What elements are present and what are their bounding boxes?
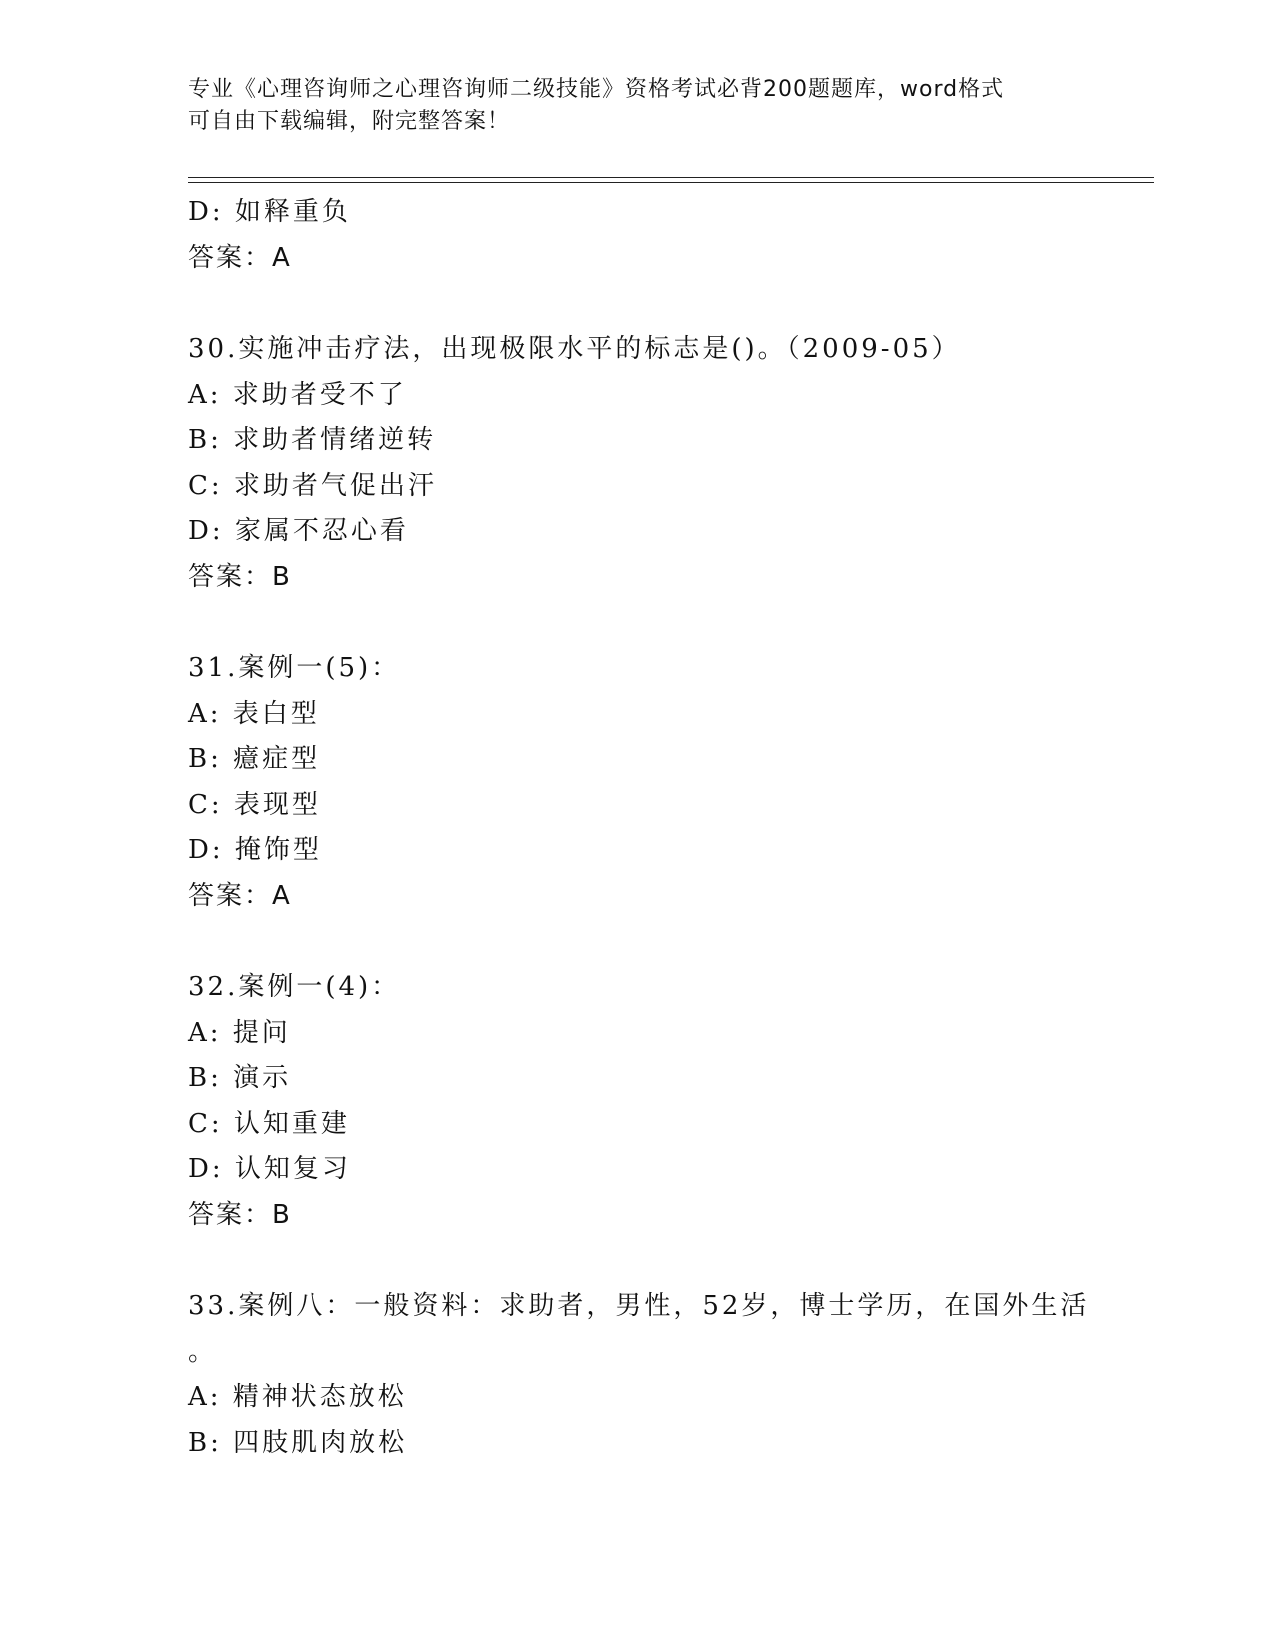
option-b: B: 四肢肌肉放松: [188, 1427, 408, 1458]
option-a: A: 求助者受不了: [188, 379, 407, 410]
answer: 答案：A: [188, 880, 292, 911]
option-c: C: 表现型: [188, 789, 321, 820]
option-a: A: 表白型: [188, 698, 320, 729]
question-title: 32.案例一(4)：: [188, 972, 401, 1002]
question-title: 30.实施冲击疗法，出现极限水平的标志是()。（2009-05）: [188, 334, 961, 364]
option-c: C: 求助者气促出汗: [188, 470, 437, 501]
option-a: A: 提问: [188, 1017, 291, 1048]
option-a: A: 精神状态放松: [188, 1382, 407, 1412]
header-divider-bottom: [188, 182, 1154, 183]
answer: 答案：B: [188, 1199, 292, 1230]
document-header: [188, 74, 1088, 138]
option-b: B: 求助者情绪逆转: [188, 425, 437, 455]
header-line-1: 专业《心理咨询师之心理咨询师二级技能》资格考试必背200题题库，word格式: [188, 77, 1005, 102]
answer: 答案：B: [188, 561, 292, 592]
question-title: 33.案例八：一般资料：求助者，男性，52岁，博士学历，在国外生活: [188, 1291, 1090, 1321]
question-title-continuation: 。: [188, 1336, 218, 1367]
option-d: D: 掩饰型: [188, 835, 322, 865]
option-d: D: 认知复习: [188, 1154, 351, 1184]
question-title: 31.案例一(5)：: [188, 653, 401, 683]
header-divider-top: [188, 177, 1154, 178]
answer: 答案：A: [188, 242, 292, 273]
header-line-2: 可自由下载编辑，附完整答案！: [188, 109, 511, 134]
question-list: [188, 190, 1108, 1466]
option-d: D: 如释重负: [188, 197, 351, 227]
option-b: B: 演示: [188, 1063, 292, 1093]
option-c: C: 认知重建: [188, 1108, 350, 1139]
option-b: B: 癔症型: [188, 744, 321, 774]
option-d: D: 家属不忍心看: [188, 516, 409, 546]
